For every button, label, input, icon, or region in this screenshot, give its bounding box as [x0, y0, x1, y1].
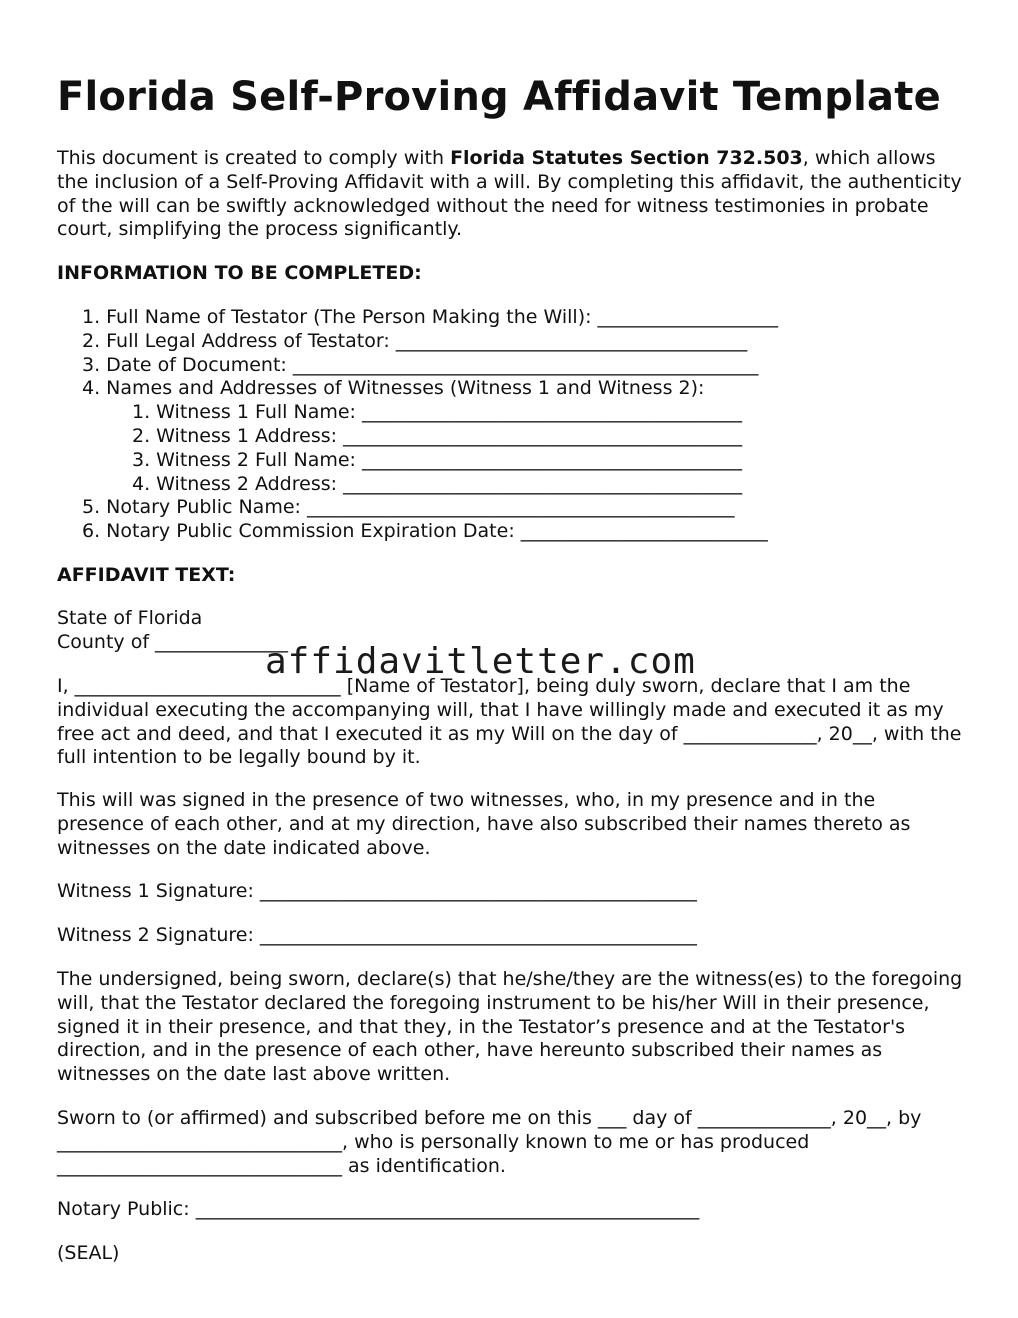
list-subitem: 1. Witness 1 Full Name: ________________________________________: [132, 401, 742, 424]
county-line: County of ______________: [57, 630, 289, 653]
seal-label: (SEAL): [57, 1242, 120, 1264]
list-item: 1. Full Name of Testator (The Person Making the Will): ___________________: [82, 306, 779, 328]
intro-text-after: , which allows the inclusion of a Self-Proving Affidavit with a will. By completing this affidavit, the authenticity of the will can be swiftly acknowledged without the need for witness testimonies in probate court, simplifying the process significantly.: [57, 147, 962, 241]
venue-block: [57, 607, 288, 655]
witness2-signature-line: Witness 2 Signature: ______________________________________________: [57, 924, 697, 946]
page-title: Florida Self-Proving Affidavit Template: [57, 74, 941, 120]
list-subitem: 4. Witness 2 Address: __________________________________________: [132, 472, 743, 495]
list-subitem: 2. Witness 1 Address: __________________________________________: [132, 424, 743, 447]
watermark-text: affidavitletter.com: [265, 641, 696, 682]
list-item: 2. Full Legal Address of Testator: _____________________________________: [82, 329, 748, 352]
list-item: 3. Date of Document: _________________________________________________: [82, 353, 759, 376]
info-heading: INFORMATION TO BE COMPLETED:: [57, 262, 422, 284]
list-item: 4. Names and Addresses of Witnesses (Witness 1 and Witness 2):: [82, 377, 705, 400]
list-item: 5. Notary Public Name: _____________________________________________: [82, 496, 735, 519]
notary-signature-line: Notary Public: _____________________________________________________: [57, 1198, 700, 1220]
intro-statute: Florida Statutes Section 732.503: [450, 147, 803, 169]
list-item: 6. Notary Public Commission Expiration Date: __________________________: [82, 520, 768, 543]
affidavit-heading: AFFIDAVIT TEXT:: [57, 564, 236, 586]
list-subitem: 3. Witness 2 Full Name: ________________________________________: [132, 448, 742, 471]
info-list: [57, 306, 778, 544]
witness-declaration: The undersigned, being sworn, declare(s) that he/she/they are the witness(es) to the foregoing will, that the Testator declared the foregoing instrument to be his/her Will in their presence, signed it in their presence, and that they, in the Testator’s presence and at the Testator's direction, and in the presence of each other, have hereunto subscribed their names as witnesses on the date last above written.: [57, 968, 963, 1086]
notary-jurat: Sworn to (or affirmed) and subscribed before me on this ___ day of ______________, 20__, by ______________________________, who is personally known to me or has produced ______________________________ as identification.: [57, 1107, 922, 1177]
witness-presence-paragraph: This will was signed in the presence of two witnesses, who, in my presence and in the presence of each other, and at my direction, have also subscribed their names thereto as witnesses on the date indicated above.: [57, 789, 911, 859]
state-line: State of Florida: [57, 607, 203, 629]
intro-paragraph: [57, 147, 967, 242]
testator-declaration: I, ____________________________ [Name of Testator], being duly sworn, declare that I am the individual executing the accompanying will, that I have willingly made and executed it as my free act and deed, and that I executed it as my Will on the day of ______________, 20__, with the full intention to be legally bound by it.: [57, 675, 962, 769]
intro-text-before: This document is created to comply with: [57, 147, 451, 169]
witness1-signature-line: Witness 1 Signature: ______________________________________________: [57, 880, 697, 902]
